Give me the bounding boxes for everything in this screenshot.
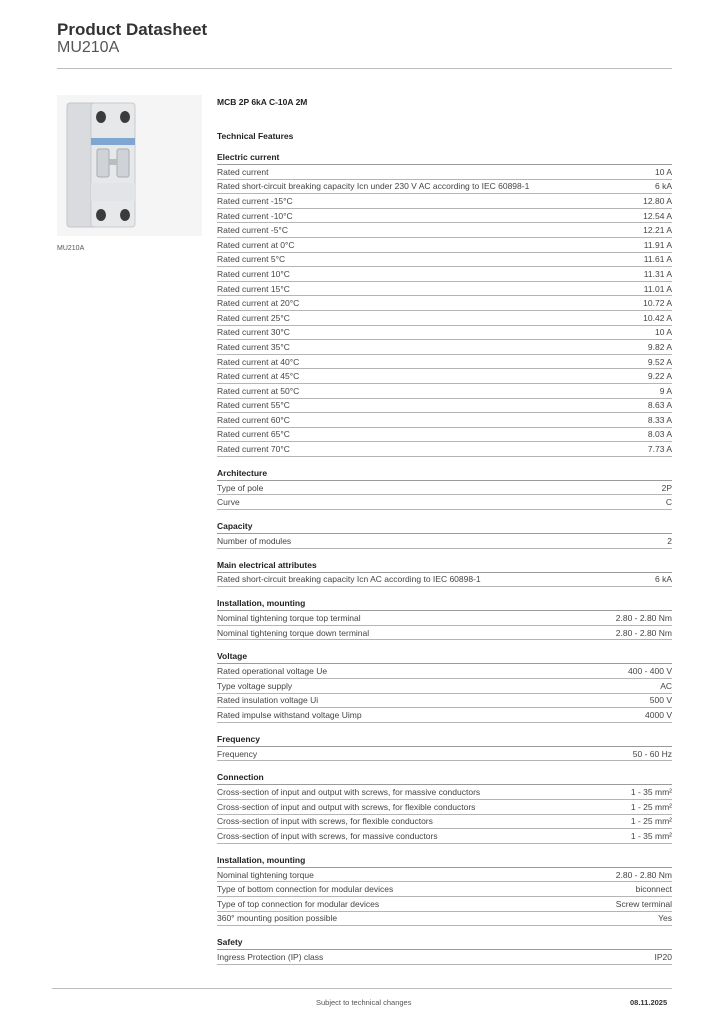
section-title: Frequency [217,733,672,747]
spec-value: 2 [667,535,672,546]
spec-label: Number of modules [217,535,292,546]
spec-label: Type of top connection for modular devices [217,898,380,909]
spec-row [217,180,672,195]
spec-value: 9.82 A [647,341,672,352]
spec-row [217,253,672,268]
spec-row [217,912,672,927]
spec-row [217,369,672,384]
spec-value: 50 - 60 Hz [632,748,672,759]
spec-label: Rated current 25°C [217,312,290,323]
spec-label: Frequency [217,748,258,759]
spec-value: IP20 [654,951,672,962]
section-title: Safety [217,936,672,950]
spec-label: Rated current 70°C [217,444,290,455]
spec-row [217,238,672,253]
spec-label: Type of pole [217,482,264,493]
spec-label: Cross-section of input with screws, for massive conductors [217,830,438,841]
spec-value: 9.22 A [647,371,672,382]
spec-value: 1 - 35 mm² [630,830,672,841]
technical-features-heading: Technical Features [217,131,294,141]
spec-section [217,854,672,926]
section-title: Voltage [217,650,672,664]
spec-label: Rated current 55°C [217,400,290,411]
spec-label: Rated current -5°C [217,225,288,236]
spec-row [217,326,672,341]
spec-label: Rated current 60°C [217,414,290,425]
section-title: Main electrical attributes [217,559,672,573]
spec-value: C [665,497,672,508]
spec-section [217,650,672,722]
spec-value: 2P [661,482,672,493]
spec-label: Ingress Protection (IP) class [217,951,324,962]
spec-label: Rated current at 0°C [217,239,295,250]
section-title: Electric current [217,151,672,165]
spec-label: Rated current at 20°C [217,298,300,309]
spec-value: 12.80 A [643,195,672,206]
spec-value: Yes [658,913,672,924]
spec-row [217,194,672,209]
spec-row [217,267,672,282]
spec-section [217,520,672,549]
spec-row [217,296,672,311]
spec-section [217,467,672,510]
header-divider [57,68,672,69]
spec-value: 8.63 A [647,400,672,411]
spec-label: Cross-section of input and output with screws, for flexible conductors [217,801,476,812]
spec-row [217,868,672,883]
spec-value: 6 kA [654,574,672,585]
spec-row [217,708,672,723]
spec-label: Rated current 30°C [217,327,290,338]
spec-label: Rated impulse withstand voltage Uimp [217,710,362,721]
spec-label: Rated current 65°C [217,429,290,440]
spec-row [217,897,672,912]
spec-row [217,311,672,326]
spec-value: 8.33 A [647,414,672,425]
spec-label: Type voltage supply [217,680,293,691]
spec-row [217,611,672,626]
spec-row [217,428,672,443]
spec-value: 11.61 A [643,254,672,265]
spec-label: Nominal tightening torque [217,869,314,880]
spec-value: 1 - 25 mm² [630,816,672,827]
spec-row [217,495,672,510]
spec-value: 7.73 A [647,444,672,455]
spec-value: 1 - 25 mm² [630,801,672,812]
spec-value: 10.72 A [643,298,672,309]
spec-row [217,800,672,815]
spec-value: 8.03 A [647,429,672,440]
spec-label: Rated current [217,166,269,177]
spec-row [217,694,672,709]
section-title: Connection [217,771,672,785]
spec-row [217,950,672,965]
spec-value: 500 V [649,695,672,706]
spec-section [217,597,672,640]
spec-value: 9.52 A [647,356,672,367]
spec-value: 2.80 - 2.80 Nm [615,613,672,624]
spec-row [217,573,672,588]
spec-row [217,282,672,297]
spec-value: Screw terminal [615,898,672,909]
spec-row [217,223,672,238]
product-title: MCB 2P 6kA C-10A 2M [217,97,308,107]
spec-section [217,936,672,965]
spec-label: Rated current at 50°C [217,385,300,396]
spec-value: AC [660,680,672,691]
spec-row [217,165,672,180]
spec-row [217,664,672,679]
spec-value: 9 A [659,385,672,396]
spec-value: 400 - 400 V [628,666,672,677]
spec-label: 360° mounting position possible [217,913,338,924]
spec-row [217,399,672,414]
spec-label: Curve [217,497,240,508]
product-image [57,95,202,236]
section-title: Installation, mounting [217,854,672,868]
spec-value: 1 - 35 mm² [630,787,672,798]
spec-label: Rated short-circuit breaking capacity Icn AC according to IEC 60898-1 [217,574,481,585]
footer-date: 08.11.2025 [630,998,668,1007]
image-caption: MU210A [57,245,85,252]
spec-label: Rated insulation voltage Ui [217,695,319,706]
spec-label: Nominal tightening torque top terminal [217,613,361,624]
section-title: Architecture [217,467,672,481]
spec-value: 6 kA [654,181,672,192]
spec-row [217,626,672,641]
spec-row [217,829,672,844]
footer-divider [52,988,672,989]
spec-value: 11.91 A [643,239,672,250]
spec-label: Rated short-circuit breaking capacity Icn under 230 V AC according to IEC 60898-1 [217,181,530,192]
spec-label: Cross-section of input and output with screws, for massive conductors [217,787,481,798]
footer-note: Subject to technical changes [316,998,412,1007]
spec-row [217,340,672,355]
spec-value: 2.80 - 2.80 Nm [615,627,672,638]
spec-label: Nominal tightening torque down terminal [217,627,370,638]
spec-section [217,771,672,843]
spec-row [217,785,672,800]
spec-row [217,747,672,762]
spec-label: Rated current 10°C [217,268,290,279]
spec-row [217,534,672,549]
product-code: MU210A [57,39,120,56]
spec-label: Rated current -15°C [217,195,293,206]
spec-label: Rated current -10°C [217,210,293,221]
spec-row [217,355,672,370]
spec-row [217,209,672,224]
spec-row [217,882,672,897]
spec-row [217,679,672,694]
section-title: Installation, mounting [217,597,672,611]
spec-value: 11.31 A [643,268,672,279]
spec-label: Cross-section of input with screws, for flexible conductors [217,816,433,827]
spec-section [217,151,672,457]
spec-label: Rated current 5°C [217,254,286,265]
spec-label: Rated current 15°C [217,283,290,294]
spec-label: Rated current 35°C [217,341,290,352]
spec-label: Type of bottom connection for modular devices [217,884,394,895]
spec-value: 12.21 A [643,225,672,236]
feature-sections [217,151,672,965]
spec-row [217,481,672,496]
spec-label: Rated current at 45°C [217,371,300,382]
datasheet-content [217,96,672,975]
spec-value: 10 A [654,166,672,177]
spec-value: biconnect [635,884,672,895]
spec-value: 10 A [654,327,672,338]
section-title: Capacity [217,520,672,534]
spec-section [217,559,672,588]
spec-row [217,413,672,428]
spec-row [217,815,672,830]
spec-row [217,442,672,457]
spec-value: 11.01 A [643,283,672,294]
spec-label: Rated operational voltage Ue [217,666,328,677]
spec-value: 2.80 - 2.80 Nm [615,869,672,880]
spec-row [217,384,672,399]
spec-value: 12.54 A [643,210,672,221]
spec-label: Rated current at 40°C [217,356,300,367]
spec-value: 4000 V [645,710,672,721]
page-title: Product Datasheet [57,20,208,39]
spec-value: 10.42 A [643,312,672,323]
spec-section [217,733,672,762]
